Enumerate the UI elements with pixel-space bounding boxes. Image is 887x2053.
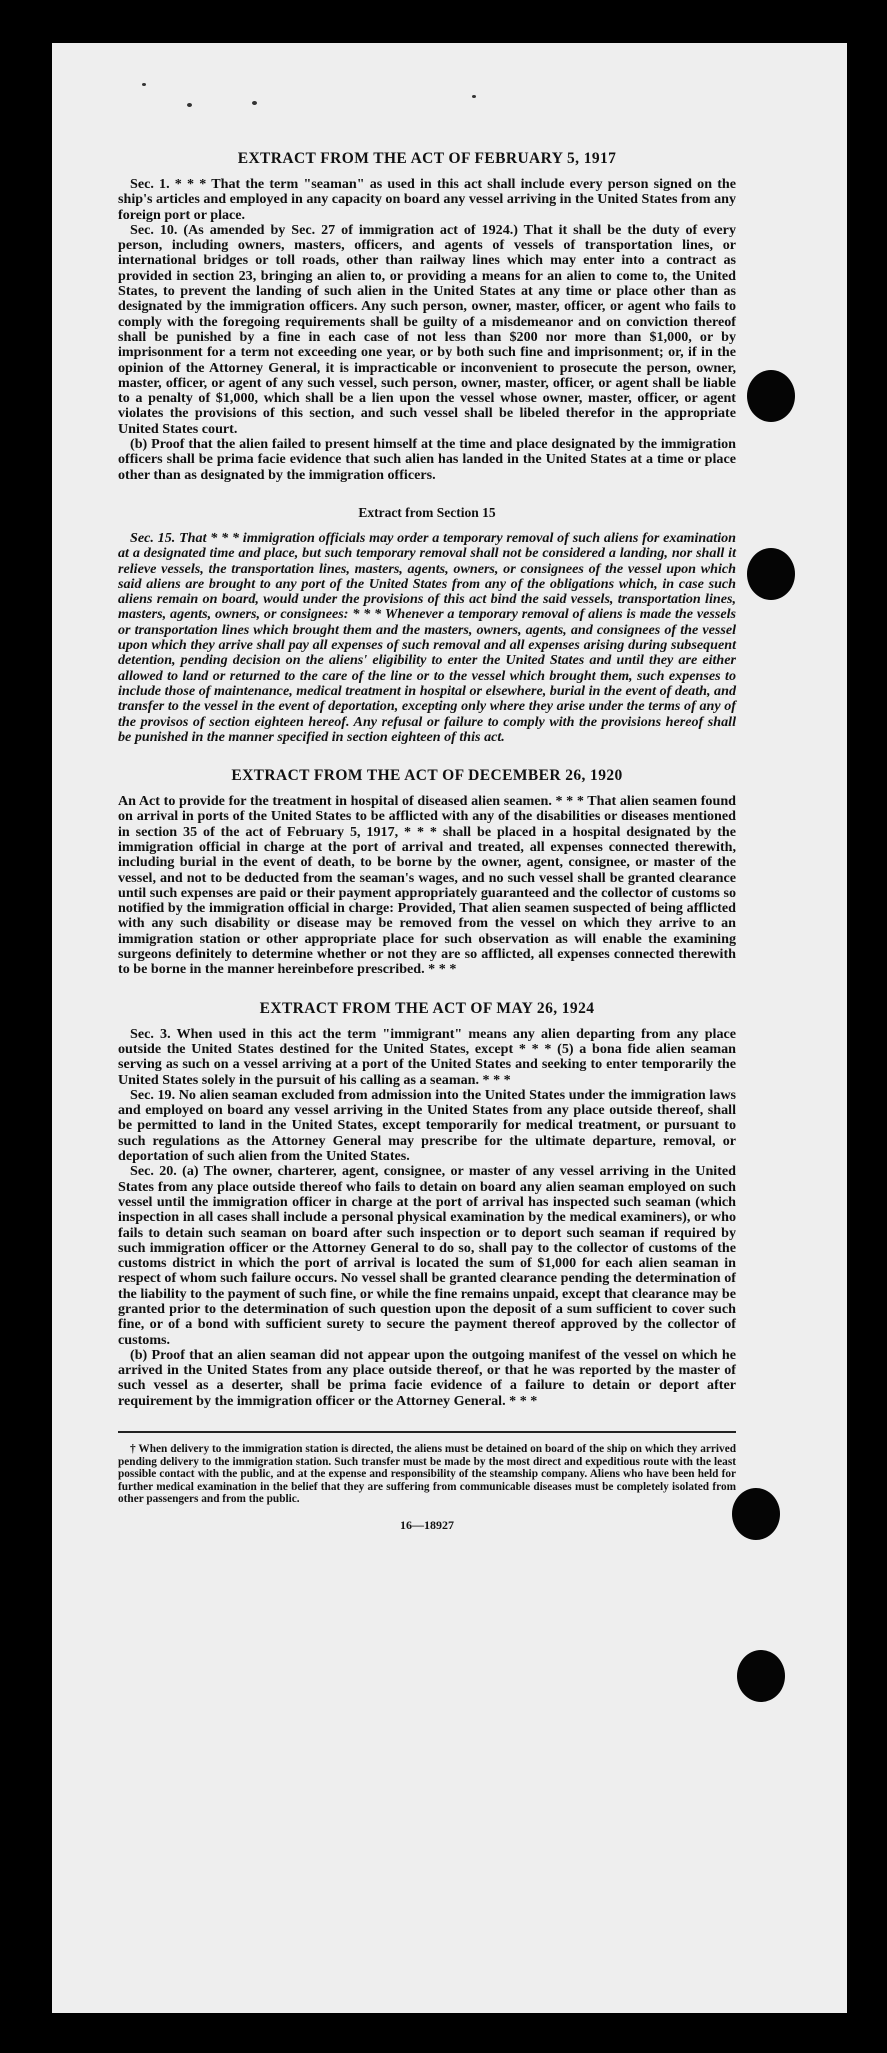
section-act-may-1924: [118, 1000, 736, 1409]
paragraph: (b) Proof that an alien seaman did not appear upon the outgoing manifest of the vessel on which he arrived in the United States from any place outside thereof, or that he was reported by the master of such vessel as a deserter, shall be prima facie evidence of a failure to detain or deport after requirement by the immigration officer or the Attorney General. * * *: [118, 1346, 736, 1409]
form-number: 16—18927: [400, 1518, 454, 1533]
paper-speck: [187, 103, 192, 107]
footnote: † When delivery to the immigration station is directed, the aliens must be detained on board of the ship on which they arrived pending delivery to the immigration station. Such transfer must be made by the most direct and expeditious route with the least possible contact with the public, and at the expense and responsibility of the steamship company. Aliens who have been held for further medical examination in the belief that they are suffering from communicable diseases must be completely isolated from other passengers and from the public.: [118, 1443, 736, 1506]
paragraph: Sec. 3. When used in this act the term "immigrant" means any alien departing from any place outside the United States destined for the United States, except * * * (5) a bona fide alien seaman serving as such on a vessel arriving at a port of the United States and seeking to enter temporarily the United States solely in the pursuit of his calling as a seaman. * * *: [118, 1025, 736, 1088]
punch-hole: [747, 370, 795, 422]
section-extract-section-15: [118, 505, 736, 745]
punch-hole: [732, 1488, 780, 1540]
section-title: Extract from Section 15: [358, 504, 496, 520]
paragraph: Sec. 19. No alien seaman excluded from admission into the United States under the immigration laws and employed on board any vessel arriving in the United States from any place outside thereof, shall be permitted to land in the United States, except temporarily for medical treatment, or pursuant to such regulations as the Attorney General may prescribe for the ultimate departure, removal, or deportation of such alien from the United States.: [118, 1086, 736, 1165]
paper-speck: [252, 101, 257, 105]
paper-speck: [472, 95, 476, 98]
section-title: EXTRACT FROM THE ACT OF FEBRUARY 5, 1917: [237, 150, 617, 167]
punch-hole: [737, 1650, 785, 1702]
section-act-dec-1920: [118, 767, 736, 978]
paragraph: Sec. 15. That * * * immigration officials may order a temporary removal of such aliens for examination at a designated time and place, but such temporary removal shall not be considered a landing, nor shall it relieve vessels, the transportation lines, masters, agents, owners, or consignees of the vessel upon which said aliens are brought to any port of the United States from any of the obligations which, in case such aliens remain on board, would under the provisions of this act bind the said vessels, transportation lines, masters, agents, owners, or consignees: * * * Whenever a temporary removal of aliens is made the vessels or transportation lines which brought them and the masters, owners, agents, and consignees of the vessel upon which they arrive shall pay all expenses of such removal and all expenses arising during subsequent detention, pending decision on the aliens' eligibility to enter the United States and until they are either allowed to land or returned to the care of the line or to the vessel which brought them, such expenses to include those of maintenance, medical treatment in hospital or elsewhere, burial in the event of death, and transfer to the vessel in the event of deportation, excepting only where they arise under the terms of any of the provisos of section eighteen hereof. Any refusal or failure to comply with the provisions hereof shall be punished in the manner specified in section eighteen of this act.: [118, 529, 736, 745]
document-content: [118, 150, 736, 1533]
section-title: EXTRACT FROM THE ACT OF DECEMBER 26, 1920: [231, 767, 623, 785]
paragraph: An Act to provide for the treatment in hospital of diseased alien seamen. * * * That alien seamen found on arrival in ports of the United States to be afflicted with any of the disabilities or diseases mentioned in section 35 of the act of February 5, 1917, * * * shall be placed in a hospital designated by the immigration official in charge at the port of arrival and treated, all expenses connected therewith, including burial in the event of death, to be borne by the owner, agent, consignee, or master of the vessel, and not to be deducted from the seaman's wages, and no such vessel shall be granted clearance until such expenses are paid or their payment appropriately guaranteed and the collector of customs so notified by the immigration official in charge: Provided, That alien seamen suspected of being afflicted with any such disability or disease may be removed from the vessel on which they arrive to an immigration station or other appropriate place for such observation as will enable the examining surgeons definitely to determine whether or not they are so afflicted, all expenses connected therewith to be borne in the manner hereinbefore prescribed. * * *: [118, 793, 736, 978]
paper-speck: [142, 83, 146, 86]
paragraph: Sec. 1. * * * That the term "seaman" as used in this act shall include every person signed on the ship's articles and employed in any capacity on board any vessel arriving in the United States from any foreign port or place.: [118, 176, 736, 223]
paragraph: (b) Proof that the alien failed to present himself at the time and place designated by the immigration officers shall be prima facie evidence that such alien has landed in the United States at a time or place other than as designated by the immigration officers.: [118, 436, 736, 483]
paragraph: Sec. 10. (As amended by Sec. 27 of immigration act of 1924.) That it shall be the duty of every person, including owners, masters, officers, and agents of vessels of transportation lines, or international bridges or toll roads, other than railway lines which may enter into a contract as provided in section 23, bringing an alien to, or providing a means for an alien to come to, the United States, to prevent the landing of such alien in the United States at any time or place other than as designated by the immigration officers. Any such person, owner, master, officer, or agent who fails to comply with the foregoing requirements shall be guilty of a misdemeanor and on conviction thereof shall be punished by a fine in each case of not less than $200 nor more than $1,000, or by imprisonment for a term not exceeding one year, or by both such fine and imprisonment; or, if in the opinion of the Attorney General, it is impracticable or inconvenient to prosecute the person, owner, master, officer, or agent of any such vessel, such person, owner, master, officer, or agent shall be liable to a penalty of $1,000, which shall be a lien upon the vessel whose owner, master, officer, or agent violates the provisions of this section, and such vessel shall be libeled therefor in the appropriate United States court.: [118, 221, 736, 437]
section-title: EXTRACT FROM THE ACT OF MAY 26, 1924: [259, 999, 595, 1017]
section-act-feb-1917: [118, 150, 736, 483]
paragraph: Sec. 20. (a) The owner, charterer, agent, consignee, or master of any vessel arriving in the United States from any place outside thereof who fails to detain on board any alien seaman employed on such vessel until the immigration officer in charge at the port of arrival has inspected such seaman (which inspection in all cases shall include a personal physical examination by the medical examiners), or who fails to detain such seaman on board after such inspection or to deport such seaman if required by such immigration officer or the Attorney General to do so, shall pay to the collector of customs of the customs district in which the port of arrival is located the sum of $1,000 for each alien seaman in respect of whom such failure occurs. No vessel shall be granted clearance pending the determination of the liability to the payment of such fine, or while the fine remains unpaid, except that clearance may be granted prior to the determination of such question upon the deposit of a sum sufficient to cover such fine, or of a bond with sufficient surety to secure the payment thereof approved by the collector of customs.: [118, 1163, 736, 1348]
punch-hole: [747, 548, 795, 600]
footnote-divider: [118, 1431, 736, 1433]
